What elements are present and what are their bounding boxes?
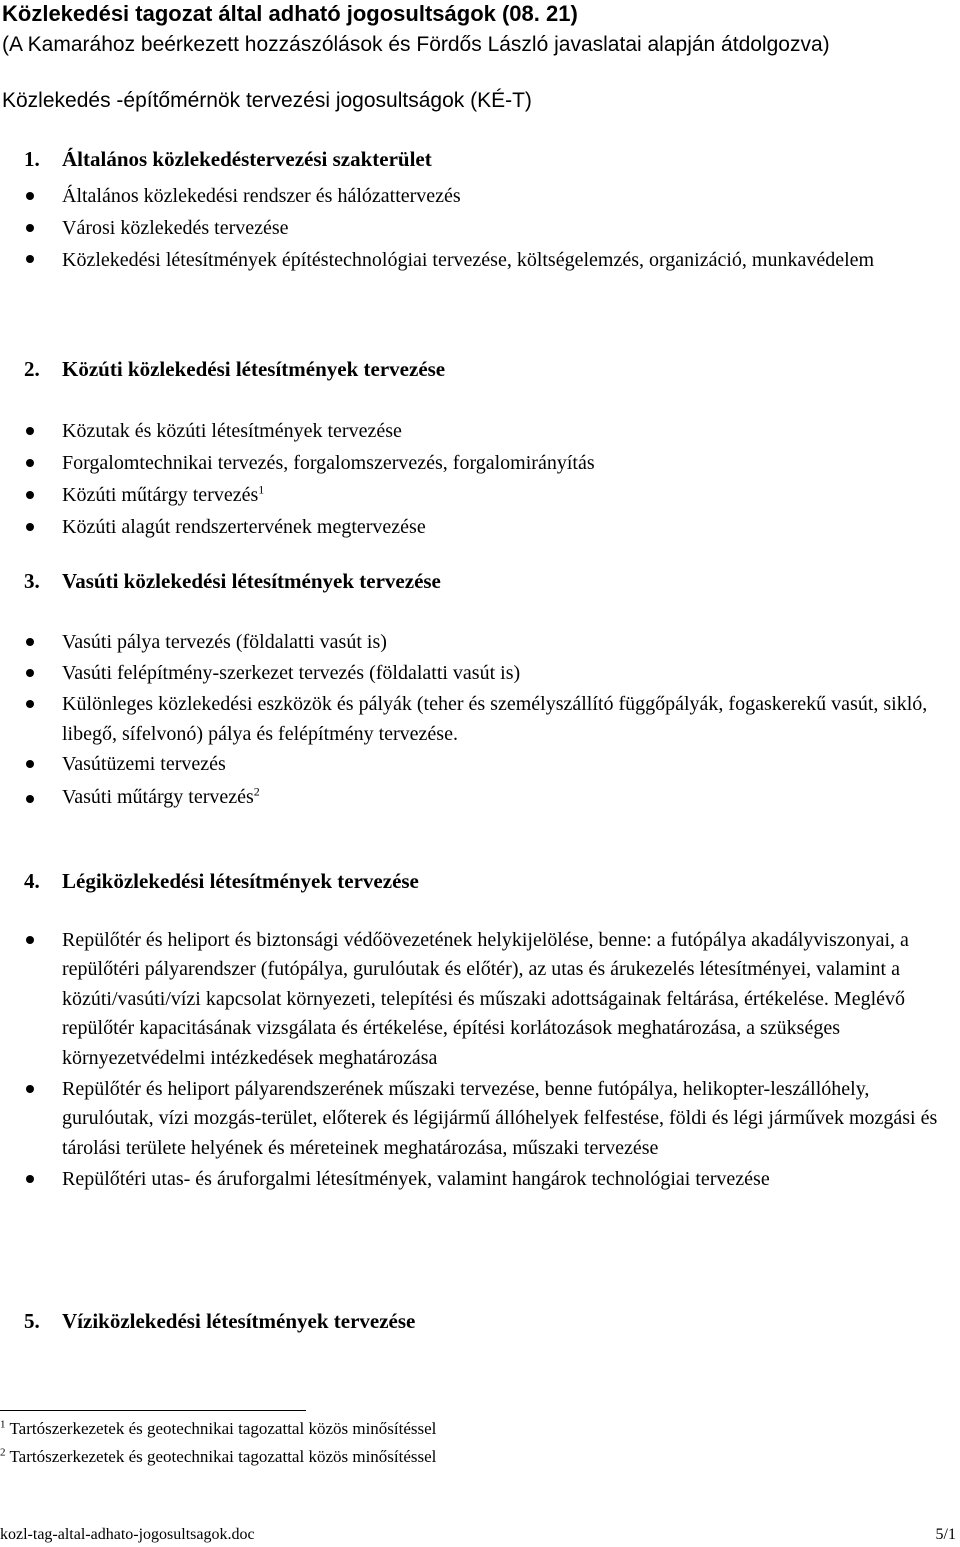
section-number: 2. <box>24 357 40 381</box>
section-3-list <box>0 627 940 813</box>
list-item-text: Különleges közlekedési eszközök és pályák (teher és személyszállító függőpályák, fogaskerekű vasút, sikló, libegő, sífelvonó) pálya és felépítmény tervezése. <box>62 693 928 745</box>
list-item-text: Repülőtér és heliport és biztonsági védőövezetének helykijelölése, benne: a futópálya akadályviszonyai, a repülőtéri pályarendszer (futópálya, gurulóutak és előtér), az utas és árukezelés létesítményei, valamint a közúti/vasúti/vízi kapcsolat környezeti, telepítési és műszaki adottságainak feltárása, értékelése. Meglévő repülőtér kapacitásának vizsgálata és értékelése, építési korlátozások meghatározása, a szükséges környezetvédelmi intézkedések meghatározása <box>62 929 909 1069</box>
list-item <box>0 689 940 749</box>
bullet-icon <box>26 669 34 677</box>
footnote-reference: 2 <box>253 784 260 799</box>
list-item-text: Vasútüzemi tervezés <box>62 753 226 775</box>
document-heading: Közlekedés -építőmérnök tervezési jogosultságok (KÉ-T) <box>2 89 532 112</box>
footnote-1 <box>0 1418 436 1439</box>
section-number: 3. <box>24 569 40 593</box>
section-number: 1. <box>24 147 40 171</box>
footnote-reference: 1 <box>258 482 265 497</box>
section-heading-5 <box>24 1308 415 1334</box>
section-title: Víziközlekedési létesítmények tervezése <box>62 1309 416 1333</box>
footnote-mark: 1 <box>0 1418 6 1431</box>
list-item <box>0 627 940 658</box>
list-item <box>0 180 940 212</box>
list-item <box>0 749 940 780</box>
bullet-icon <box>26 255 34 263</box>
list-item <box>0 447 940 479</box>
bullet-icon <box>26 795 34 803</box>
footnote-mark: 2 <box>0 1446 6 1459</box>
bullet-icon <box>26 700 34 708</box>
list-item-text: Általános közlekedési rendszer és hálózattervezés <box>62 185 461 207</box>
section-4-list <box>0 926 940 1195</box>
section-number: 5. <box>24 1309 40 1333</box>
list-item-text: Közúti alagút rendszertervének megtervezése <box>62 516 426 538</box>
section-title: Légiközlekedési létesítmények tervezése <box>62 869 419 893</box>
list-item-text: Repülőtéri utas- és áruforgalmi létesítmények, valamint hangárok technológiai tervezése <box>62 1168 770 1191</box>
footnote-separator <box>0 1410 306 1411</box>
footer-page-number: 5/1 <box>935 1526 956 1543</box>
bullet-icon <box>26 491 34 499</box>
list-item <box>0 658 940 689</box>
section-heading-3 <box>24 568 441 594</box>
list-item <box>0 1075 940 1163</box>
bullet-icon <box>26 459 34 467</box>
footnote-text: Tartószerkezetek és geotechnikai tagozattal közös minősítéssel <box>9 1419 437 1438</box>
section-title: Általános közlekedéstervezési szakterület <box>62 147 432 171</box>
bullet-icon <box>26 224 34 232</box>
list-item <box>0 511 940 543</box>
list-item-text: Közlekedési létesítmények építéstechnológiai tervezése, költségelemzés, organizáció, munkavédelem <box>62 249 875 271</box>
bullet-icon <box>26 936 34 944</box>
footnote-text: Tartószerkezetek és geotechnikai tagozattal közös minősítéssel <box>9 1447 437 1466</box>
list-item <box>0 1165 940 1194</box>
list-item <box>0 926 940 1073</box>
footnote-2 <box>0 1446 436 1467</box>
list-item-text: Közutak és közúti létesítmények tervezése <box>62 420 402 442</box>
list-item-text: Forgalomtechnikai tervezés, forgalomszervezés, forgalomirányítás <box>62 452 595 474</box>
section-heading-1 <box>24 146 432 172</box>
bullet-icon <box>26 760 34 768</box>
list-item-text: Repülőtér és heliport pályarendszerének műszaki tervezése, benne futópálya, helikopter-leszállóhely, gurulóutak, vízi mozgás-terület, előterek és légijármű állóhelyek felfestése, földi és légi járművek mozgási és tárolási területe helyének és méreteinek meghatározása, műszaki tervezése <box>62 1078 938 1159</box>
list-item <box>0 415 940 447</box>
list-item-text: Közúti műtárgy tervezés <box>62 484 259 506</box>
list-item <box>0 212 940 244</box>
section-title: Vasúti közlekedési létesítmények tervezése <box>62 569 441 593</box>
section-title: Közúti közlekedési létesítmények tervezése <box>62 357 446 381</box>
document-subtitle: (A Kamarához beérkezett hozzászólások és Fördős László javaslatai alapján átdolgozva) <box>2 33 830 56</box>
section-number: 4. <box>24 869 40 893</box>
list-item-text: Vasúti műtárgy tervezés <box>62 786 254 808</box>
bullet-icon <box>26 1175 34 1183</box>
document-title: Közlekedési tagozat által adható jogosultságok (08. 21) <box>2 1 578 26</box>
bullet-icon <box>26 523 34 531</box>
bullet-icon <box>26 638 34 646</box>
section-1-list <box>0 180 940 274</box>
list-item-text: Vasúti pálya tervezés (földalatti vasút is) <box>62 631 387 653</box>
bullet-icon <box>26 192 34 200</box>
section-heading-2 <box>24 356 445 382</box>
list-item <box>0 246 940 274</box>
footer-filename: kozl-tag-altal-adhato-jogosultsagok.doc <box>0 1526 255 1543</box>
bullet-icon <box>26 1085 34 1093</box>
list-item <box>0 782 940 813</box>
list-item-text: Városi közlekedés tervezése <box>62 217 289 239</box>
section-heading-4 <box>24 868 419 894</box>
bullet-icon <box>26 427 34 435</box>
list-item-text: Vasúti felépítmény-szerkezet tervezés (földalatti vasút is) <box>62 662 521 684</box>
list-item <box>0 479 940 511</box>
section-2-list <box>0 415 940 543</box>
